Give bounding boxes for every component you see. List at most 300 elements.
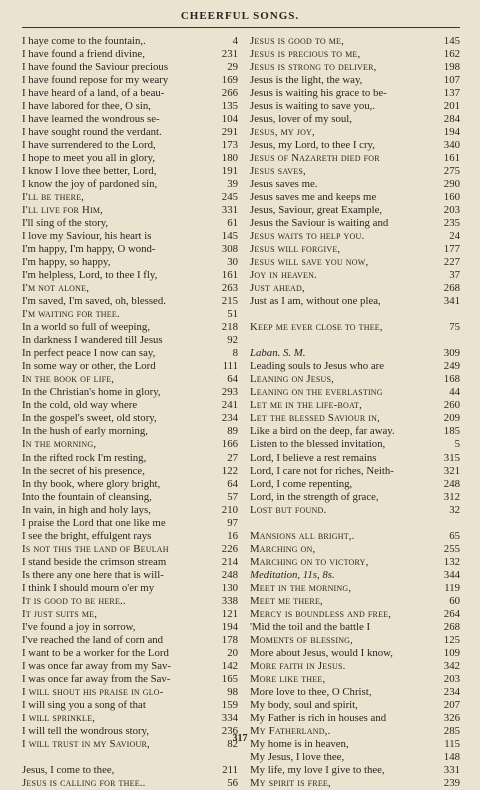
entry-page-number: 109 <box>443 646 460 659</box>
entry-title: I'm not alone, <box>22 282 90 295</box>
entry-title: I know I love thee better, Lord, <box>22 165 157 178</box>
index-entry <box>22 386 238 399</box>
entry-page-number: 89 <box>227 425 238 438</box>
index-entry <box>250 191 460 204</box>
entry-title: Lord, in the strength of grace, <box>250 490 379 503</box>
index-entry <box>22 491 238 504</box>
entry-title: In thy book, where glory bright, <box>22 477 161 490</box>
entry-title: I will sprinkle, <box>22 711 96 724</box>
index-entry <box>22 634 238 647</box>
entry-page-number: 44 <box>449 386 460 399</box>
entry-title: In a world so full of weeping, <box>22 321 151 334</box>
index-gap <box>250 308 460 321</box>
entry-page-number: 97 <box>227 516 238 529</box>
entry-page-number: 165 <box>221 672 238 685</box>
entry-page-number: 173 <box>221 139 238 152</box>
index-entry <box>22 595 238 608</box>
entry-page-number: 29 <box>227 61 238 74</box>
entry-page-number: 20 <box>227 646 238 659</box>
entry-page-number: 142 <box>221 659 238 672</box>
entry-title: I have found the Saviour precious <box>22 61 169 74</box>
running-header: CHEERFUL SONGS. <box>180 10 300 22</box>
entry-title: I was once far away from the Sav- <box>22 672 171 685</box>
index-entry <box>22 465 238 478</box>
entry-page-number: 245 <box>221 191 238 204</box>
index-entry <box>250 504 460 517</box>
index-entry <box>250 412 460 425</box>
entry-page-number: 98 <box>227 685 238 698</box>
index-entry <box>250 530 460 543</box>
entry-page-number: 209 <box>443 412 460 425</box>
entry-page-number: 5 <box>454 438 460 451</box>
entry-title: In some way or other, the Lord <box>22 360 156 373</box>
entry-page-number: 132 <box>443 555 460 568</box>
entry-page-number: 334 <box>221 711 238 724</box>
entry-page-number: 57 <box>227 490 238 503</box>
entry-title: Mansions all bright,. <box>250 529 355 542</box>
index-entry <box>22 504 238 517</box>
index-entry <box>250 777 460 790</box>
entry-page-number: 180 <box>221 152 238 165</box>
index-entry <box>22 126 238 139</box>
index-entry <box>22 321 238 334</box>
entry-title: I will sing you a song of that <box>22 698 146 711</box>
entry-page-number: 268 <box>443 620 460 633</box>
entry-title: Jesus waits to help you. <box>250 230 365 243</box>
entry-page-number: 309 <box>443 347 460 360</box>
entry-page-number: 121 <box>221 607 238 620</box>
entry-title: I'm helpless, Lord, to thee I fly, <box>22 269 158 282</box>
entry-title: Jesus is the light, the way, <box>250 74 363 87</box>
entry-title: It just suits me, <box>22 607 98 620</box>
index-entry <box>22 686 238 699</box>
index-entry <box>22 334 238 347</box>
entry-page-number: 293 <box>221 386 238 399</box>
entry-title: My Father is rich in houses and <box>250 711 387 724</box>
entry-title: More love to thee, O Christ, <box>250 685 372 698</box>
entry-page-number: 135 <box>221 100 238 113</box>
entry-page-number: 30 <box>227 256 238 269</box>
page-number: 317 <box>232 733 248 744</box>
entry-page-number: 169 <box>221 74 238 87</box>
entry-title: My body, soul and spirit, <box>250 698 358 711</box>
entry-page-number: 107 <box>443 74 460 87</box>
entry-page-number: 39 <box>227 178 238 191</box>
entry-title: Jesus is waiting his grace to be- <box>250 87 387 100</box>
entry-page-number: 326 <box>443 711 460 724</box>
entry-title: I have labored for thee, O sin, <box>22 100 151 113</box>
entry-page-number: 235 <box>443 217 460 230</box>
entry-page-number: 24 <box>449 230 460 243</box>
entry-page-number: 64 <box>227 373 238 386</box>
entry-page-number: 161 <box>221 269 238 282</box>
entry-title: In darkness I wandered till Jesus <box>22 334 163 347</box>
index-entry <box>250 634 460 647</box>
index-entry <box>250 660 460 673</box>
entry-page-number: 203 <box>443 204 460 217</box>
index-entry <box>250 373 460 386</box>
entry-page-number: 111 <box>222 360 238 373</box>
index-entry <box>250 347 460 360</box>
index-entry <box>22 647 238 660</box>
entry-page-number: 264 <box>443 607 460 620</box>
index-entry <box>250 113 460 126</box>
entry-title: Jesus is strong to deliver, <box>250 61 377 74</box>
index-entry <box>22 165 238 178</box>
entry-title: Meet me there, <box>250 594 323 607</box>
entry-page-number: 284 <box>443 113 460 126</box>
index-entry <box>22 621 238 634</box>
entry-title: My spirit is free, <box>250 776 331 789</box>
entry-title: Leaning on the everlasting <box>250 386 383 399</box>
entry-page-number: 285 <box>443 724 460 737</box>
entry-title: I have learned the wondrous se- <box>22 113 160 126</box>
entry-page-number: 65 <box>449 529 460 542</box>
entry-page-number: 331 <box>443 763 460 776</box>
entry-title: I'll be there, <box>22 191 85 204</box>
entry-title: Is there any one here that is will- <box>22 568 164 581</box>
entry-page-number: 290 <box>443 178 460 191</box>
index-entry <box>250 295 460 308</box>
index-entry <box>250 165 460 178</box>
entry-page-number: 234 <box>443 685 460 698</box>
index-entry <box>250 126 460 139</box>
index-entry <box>250 465 460 478</box>
entry-title: Jesus, my Lord, to thee I cry, <box>250 139 375 152</box>
entry-page-number: 226 <box>221 542 238 555</box>
entry-title: I see the bright, effulgent rays <box>22 529 152 542</box>
entry-title: Jesus saves me and keeps me <box>250 191 377 204</box>
index-entry <box>22 777 238 790</box>
entry-title: Just ahead, <box>250 282 305 295</box>
entry-page-number: 104 <box>221 113 238 126</box>
index-entry <box>250 452 460 465</box>
index-entry <box>250 764 460 777</box>
index-entry <box>250 478 460 491</box>
header-rule <box>22 27 460 28</box>
entry-title: Jesus of Nazareth died for <box>250 152 380 165</box>
index-entry <box>22 764 238 777</box>
entry-title: Jesus, I come to thee, <box>22 763 115 776</box>
index-entry <box>22 569 238 582</box>
entry-page-number: 51 <box>227 308 238 321</box>
entry-page-number: 166 <box>221 438 238 451</box>
entry-page-number: 145 <box>443 35 460 47</box>
entry-title: I know the joy of pardoned sin, <box>22 178 158 191</box>
entry-page-number: 266 <box>221 87 238 100</box>
index-entry <box>22 74 238 87</box>
index-entry <box>22 412 238 425</box>
entry-title: In perfect peace I now can say, <box>22 347 156 360</box>
index-entry <box>250 256 460 269</box>
entry-title: In the cold, old way where <box>22 399 138 412</box>
index-entry <box>22 269 238 282</box>
index-entry <box>250 438 460 451</box>
index-entry <box>22 438 238 451</box>
entry-title: I have found repose for my weary <box>22 74 169 87</box>
index-entry <box>250 178 460 191</box>
index-entry <box>22 308 238 321</box>
entry-page-number: 160 <box>443 191 460 204</box>
entry-title: In the book of life, <box>22 373 115 386</box>
entry-title: Joy in heaven. <box>250 269 317 282</box>
entry-page-number: 321 <box>443 464 460 477</box>
index-entry <box>22 673 238 686</box>
index-entry <box>250 360 460 373</box>
entry-page-number: 32 <box>449 503 460 516</box>
entry-title: Is not this the land of Beulah <box>22 542 169 555</box>
entry-title: I'm waiting for thee. <box>22 308 120 321</box>
entry-page-number: 64 <box>227 477 238 490</box>
index-entry <box>250 647 460 660</box>
index-entry <box>22 87 238 100</box>
entry-page-number: 341 <box>443 295 460 308</box>
index-entry <box>250 269 460 282</box>
entry-title: Moments of blessing, <box>250 633 354 646</box>
entry-page-number: 263 <box>221 282 238 295</box>
index-entry <box>22 360 238 373</box>
entry-page-number: 275 <box>443 165 460 178</box>
entry-page-number: 255 <box>443 542 460 555</box>
index-entry <box>250 87 460 100</box>
entry-title: Marching on to victory, <box>250 555 369 568</box>
entry-title: More like thee, <box>250 672 326 685</box>
entry-page-number: 201 <box>443 100 460 113</box>
entry-page-number: 248 <box>443 477 460 490</box>
entry-title: Jesus will save you now, <box>250 256 369 269</box>
entry-title: I've reached the land of corn and <box>22 633 164 646</box>
entry-title: Jesus, lover of my soul, <box>250 113 352 126</box>
entry-title: It is good to be here.. <box>22 594 126 607</box>
entry-title: Listen to the blessed invitation, <box>250 438 386 451</box>
entry-title: I was once far away from my Sav- <box>22 659 172 672</box>
index-entry <box>22 582 238 595</box>
entry-page-number: 168 <box>443 373 460 386</box>
index-entry <box>250 282 460 295</box>
entry-page-number: 148 <box>443 750 460 763</box>
index-entry <box>250 556 460 569</box>
entry-title: Jesus will forgive, <box>250 243 341 256</box>
index-entry <box>22 139 238 152</box>
entry-title: In the Christian's home in glory, <box>22 386 161 399</box>
entry-page-number: 191 <box>221 165 238 178</box>
entry-page-number: 227 <box>443 256 460 269</box>
entry-page-number: 218 <box>221 321 238 334</box>
entry-page-number: 260 <box>443 399 460 412</box>
entry-title: I stand beside the crimson stream <box>22 555 167 568</box>
entry-page-number: 16 <box>227 529 238 542</box>
index-entry <box>22 712 238 725</box>
entry-page-number: 215 <box>221 295 238 308</box>
index-entry <box>22 295 238 308</box>
index-entry <box>22 256 238 269</box>
index-entry <box>250 217 460 230</box>
entry-title: I haye come to the fountain,. <box>22 35 146 47</box>
index-entry <box>22 204 238 217</box>
index-entry <box>250 582 460 595</box>
entry-page-number: 137 <box>443 87 460 100</box>
index-entry <box>250 139 460 152</box>
entry-title: I'm happy, so happy, <box>22 256 111 269</box>
index-entry <box>250 699 460 712</box>
entry-title: Keep me ever close to thee, <box>250 321 383 334</box>
index-column-left <box>22 35 238 790</box>
index-entry <box>22 452 238 465</box>
index-entry <box>250 399 460 412</box>
index-entry <box>250 321 460 334</box>
index-entry <box>250 425 460 438</box>
index-entry <box>22 608 238 621</box>
entry-title: Meditation, 11s, 8s. <box>250 568 335 581</box>
entry-page-number: 210 <box>221 503 238 516</box>
entry-page-number: 60 <box>449 594 460 607</box>
entry-page-number: 308 <box>221 243 238 256</box>
entry-title: Jesus is good to me, <box>250 35 345 47</box>
entry-page-number: 27 <box>227 451 238 464</box>
entry-page-number: 130 <box>221 581 238 594</box>
index-column-right <box>250 35 460 790</box>
index-entry <box>22 660 238 673</box>
index-entry <box>22 425 238 438</box>
entry-title: Jesus the Saviour is waiting and <box>250 217 389 230</box>
entry-page-number: 161 <box>443 152 460 165</box>
entry-page-number: 239 <box>443 776 460 789</box>
index-entry <box>250 100 460 113</box>
index-entry <box>250 751 460 764</box>
entry-title: Into the fountain of cleansing, <box>22 490 152 503</box>
index-entry <box>250 35 460 48</box>
index-entry <box>22 48 238 61</box>
index-entry <box>250 386 460 399</box>
index-entry <box>250 569 460 582</box>
index-entry <box>22 191 238 204</box>
index-entry <box>22 243 238 256</box>
entry-page-number: 125 <box>443 633 460 646</box>
entry-title: I have heard of a land, of a beau- <box>22 87 165 100</box>
entry-page-number: 145 <box>221 230 238 243</box>
entry-page-number: 214 <box>221 555 238 568</box>
entry-title: Lord, I care not for riches, Neith- <box>250 464 394 477</box>
entry-page-number: 177 <box>443 243 460 256</box>
entry-title: In the gospel's sweet, old story, <box>22 412 157 425</box>
entry-title: Mercy is boundless and free, <box>250 607 392 620</box>
index-entry <box>22 478 238 491</box>
entry-title: Jesus saves me. <box>250 178 318 191</box>
entry-title: I'll sing of the story, <box>22 217 109 230</box>
index-entry <box>22 543 238 556</box>
index-entry <box>22 100 238 113</box>
entry-page-number: 234 <box>221 412 238 425</box>
entry-page-number: 194 <box>221 620 238 633</box>
entry-title: In the morning, <box>22 438 97 451</box>
index-entry <box>22 373 238 386</box>
entry-title: In vain, in high and holy lays, <box>22 503 151 516</box>
entry-page-number: 344 <box>443 568 460 581</box>
entry-page-number: 207 <box>443 698 460 711</box>
index-entry <box>250 243 460 256</box>
entry-title: In the hush of early morning, <box>22 425 148 438</box>
entry-page-number: 61 <box>227 217 238 230</box>
entry-page-number: 119 <box>444 581 460 594</box>
entry-page-number: 249 <box>443 360 460 373</box>
entry-page-number: 8 <box>232 347 238 360</box>
entry-page-number: 331 <box>221 204 238 217</box>
entry-title: I want to be a worker for the Lord <box>22 646 169 659</box>
entry-title: Lost but found. <box>250 503 327 516</box>
entry-title: I love my Saviour, his heart is <box>22 230 152 243</box>
entry-page-number: 185 <box>443 425 460 438</box>
entry-title: More about Jesus, would I know, <box>250 646 393 659</box>
index-entry <box>22 178 238 191</box>
entry-page-number: 203 <box>443 672 460 685</box>
index-gap <box>250 334 460 347</box>
entry-page-number: 194 <box>443 126 460 139</box>
entry-title: I'm saved, I'm saved, oh, blessed. <box>22 295 166 308</box>
entry-page-number: 92 <box>227 334 238 347</box>
entry-title: Laban. S. M. <box>250 347 306 360</box>
entry-page-number: 37 <box>449 269 460 282</box>
entry-page-number: 75 <box>449 321 460 334</box>
index-entry <box>250 230 460 243</box>
index-entry <box>250 491 460 504</box>
index-entry <box>22 347 238 360</box>
index-entry <box>250 621 460 634</box>
entry-title: Let the blessed Saviour in, <box>250 412 381 425</box>
entry-title: In the rifted rock I'm resting, <box>22 451 147 464</box>
entry-page-number: 338 <box>221 594 238 607</box>
entry-title: Leaning on Jesus, <box>250 373 335 386</box>
index-entry <box>250 204 460 217</box>
entry-page-number: 162 <box>443 48 460 61</box>
entry-title: Jesus, my joy, <box>250 126 315 139</box>
entry-page-number: 115 <box>444 737 460 750</box>
entry-title: I will shout his praise in glo- <box>22 685 164 698</box>
entry-title: I have found a friend divine, <box>22 48 145 61</box>
entry-page-number: 236 <box>221 724 238 737</box>
index-entry <box>250 686 460 699</box>
index-entry <box>22 282 238 295</box>
entry-page-number: 122 <box>221 464 238 477</box>
index-entry <box>22 556 238 569</box>
entry-title: More faith in Jesus. <box>250 659 346 672</box>
index-entry <box>250 673 460 686</box>
index-entry <box>250 595 460 608</box>
entry-title: I have sought round the verdant. <box>22 126 162 139</box>
index-entry <box>22 61 238 74</box>
entry-title: Let me in the life-boat, <box>250 399 363 412</box>
entry-page-number: 241 <box>221 399 238 412</box>
entry-title: I'll live for Him, <box>22 204 104 217</box>
entry-page-number: 198 <box>443 61 460 74</box>
entry-title: Like a bird on the deep, far away. <box>250 425 395 438</box>
entry-page-number: 231 <box>221 48 238 61</box>
index-entry <box>22 230 238 243</box>
entry-title: My Fatherland,. <box>250 724 331 737</box>
entry-page-number: 178 <box>221 633 238 646</box>
entry-title: Jesus, Saviour, great Example, <box>250 204 383 217</box>
entry-title: I've found a joy in sorrow, <box>22 620 136 633</box>
entry-page-number: 340 <box>443 139 460 152</box>
index-entry <box>22 399 238 412</box>
entry-page-number: 56 <box>227 776 238 789</box>
entry-title: Jesus is calling for thee.. <box>22 776 146 789</box>
entry-title: In the secret of his presence, <box>22 464 145 477</box>
entry-title: I will tell the wondrous story, <box>22 724 150 737</box>
entry-title: I praise the Lord that one like me <box>22 516 166 529</box>
entry-page-number: 291 <box>221 126 238 139</box>
entry-title: Leading souls to Jesus who are <box>250 360 385 373</box>
index-entry <box>22 152 238 165</box>
